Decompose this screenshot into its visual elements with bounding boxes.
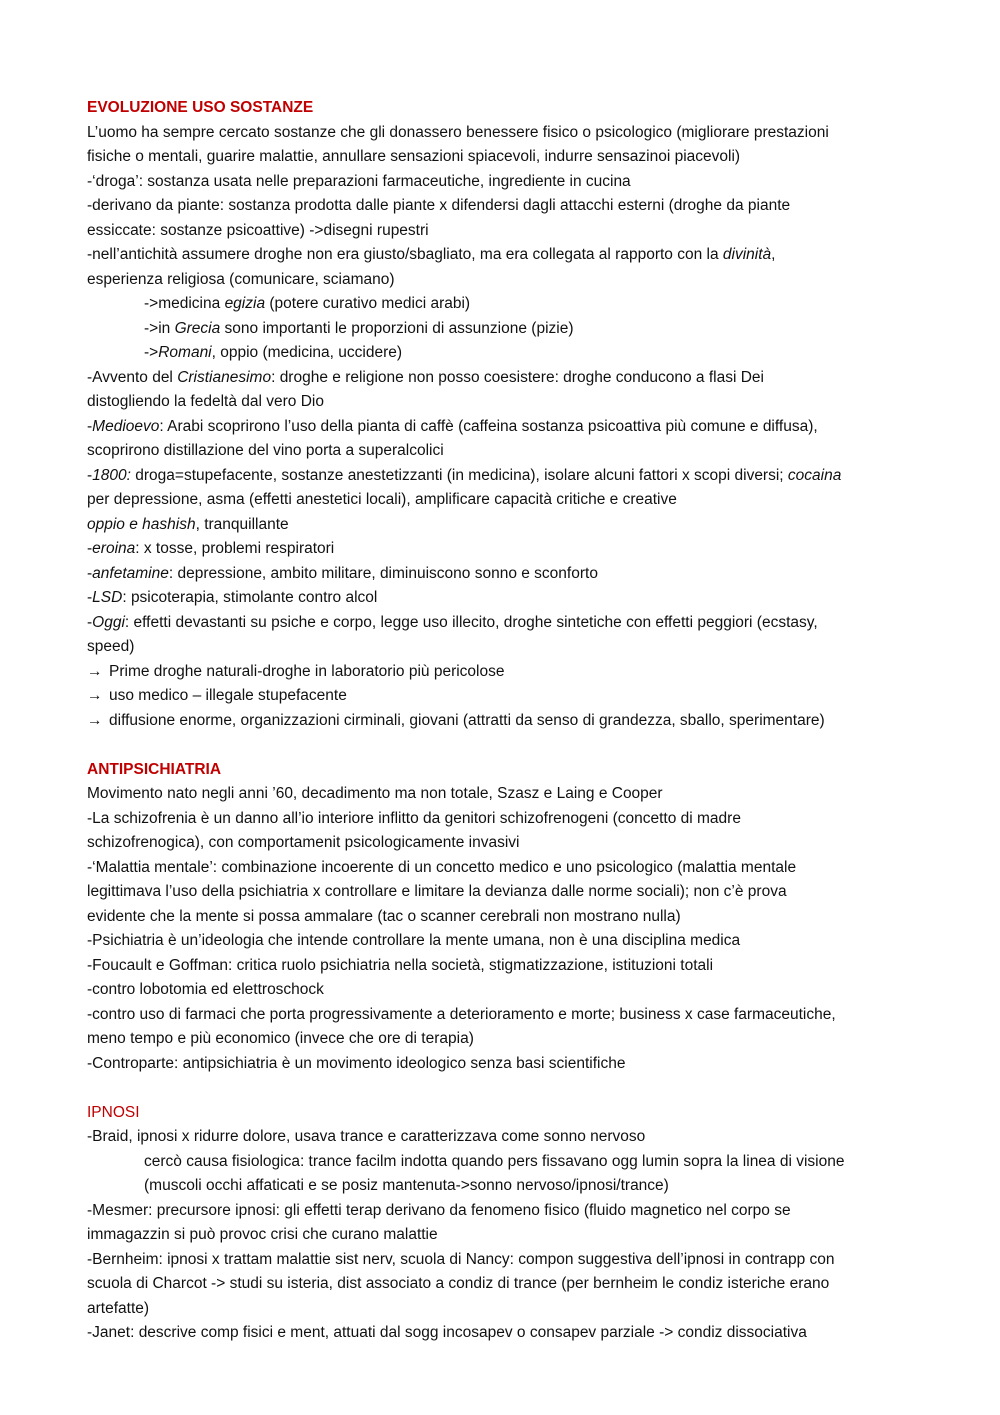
paragraph-gap	[87, 733, 917, 758]
arrow-bullet-line	[87, 684, 917, 709]
text-line: scoprirono distillazione del vino porta a superalcolici	[87, 442, 444, 459]
text-run: , oppio (medicina, uccidere)	[211, 344, 403, 361]
arrow-bullet-line	[87, 660, 917, 685]
text-line: fisiche o mentali, guarire malattie, annullare sensazioni spiacevoli, indurre sensazinoi piacevoli)	[87, 148, 741, 165]
text-line: per depressione, asma (effetti anestetici locali), amplificare capacità critiche e creative	[87, 491, 677, 508]
text-line: esperienza religiosa (comunicare, sciamano)	[87, 270, 395, 288]
text-run: uso medico – illegale stupefacente	[109, 687, 347, 704]
indented-line: cercò causa fisiologica: trance facilm indotta quando pers fissavano ogg lumin sopra la linea di visione	[144, 1152, 845, 1170]
text-line: -Foucault e Goffman: critica ruolo psichiatria nella società, stigmatizzazione, istituzioni totali	[87, 956, 714, 974]
section-title-evoluzione: EVOLUZIONE USO SOSTANZE	[87, 99, 314, 116]
text-line: essiccate: sostanze psicoattive) ->disegni rupestri	[87, 221, 429, 239]
section-title-ipnosi: IPNOSI	[87, 1103, 140, 1121]
text-line	[87, 464, 917, 489]
indented-line: (muscoli occhi affaticati e se posiz mantenuta->sonno nervoso/ipnosi/trance)	[144, 1177, 669, 1194]
italic-term: oppio e hashish	[87, 515, 196, 533]
text-line	[87, 366, 917, 391]
text-run: (potere curativo medici arabi)	[265, 295, 471, 312]
text-line: speed)	[87, 638, 135, 655]
text-line: -La schizofrenia è un danno all’io interiore inflitto da genitori schizofrenogeni (concetto di madre	[87, 809, 741, 827]
text-run: ->medicina	[144, 295, 225, 312]
text-line: -Braid, ipnosi x ridurre dolore, usava trance e caratterizzava come sonno nervoso	[87, 1128, 646, 1145]
arrow-right-icon: →	[87, 711, 103, 729]
italic-term: egizia	[224, 295, 266, 312]
text-run: ,	[771, 246, 776, 263]
italic-term: LSD	[92, 589, 123, 606]
text-line: scuola di Charcot -> studi su isteria, dist associato a condiz di trance (per bernheim le condiz isteriche erano	[87, 1275, 830, 1292]
text-run: -nell’antichità assumere droghe non era giusto/sbagliato, ma era collegata al rapporto con la	[87, 246, 723, 263]
text-line: -Psichiatria è un’ideologia che intende controllare la mente umana, non è una disciplina medica	[87, 932, 741, 949]
text-line	[87, 537, 917, 562]
paragraph-gap	[87, 1076, 917, 1101]
text-run: ->	[144, 344, 159, 361]
text-line: legittimava l’uso della psichiatria x controllare e limitare la devianza dalle norme sociali); non c’è prova	[87, 883, 787, 900]
text-run: , tranquillante	[195, 515, 289, 533]
text-run: : psicoterapia, stimolante contro alcol	[122, 589, 378, 606]
text-run: : x tosse, problemi respiratori	[135, 540, 335, 557]
text-run: : Arabi scoprirono l’uso della pianta di caffè (caffeina sostanza psicoattiva più comune e diffusa),	[159, 417, 818, 435]
italic-term: divinità	[722, 246, 772, 263]
italic-term: Medioevo	[92, 417, 160, 435]
text-line: -Bernheim: ipnosi x trattam malattie sist nerv, scuola di Nancy: compon suggestiva dell’ipnosi in contrapp con	[87, 1250, 835, 1268]
text-run: -	[87, 540, 93, 557]
text-run: Prime droghe naturali-droghe in laboratorio più pericolose	[109, 662, 505, 680]
text-line: -derivano da piante: sostanza prodotta dalle piante x difendersi dagli attacchi esterni (droghe da piante	[87, 197, 791, 214]
italic-term: Romani	[158, 344, 212, 361]
arrow-right-icon: →	[87, 687, 103, 704]
text-run: sono importanti le proporzioni di assunzione (pizie)	[220, 319, 574, 337]
text-line	[87, 611, 917, 636]
text-run: -	[87, 613, 93, 631]
italic-term: eroina	[92, 540, 136, 557]
italic-term: cocaina	[787, 466, 842, 484]
italic-term: Oggi	[92, 613, 125, 631]
italic-term: 1800:	[92, 466, 131, 484]
text-run: -	[87, 417, 93, 435]
text-line: artefatte)	[87, 1299, 150, 1317]
text-line: schizofrenogica), con comportamenit psicologicamente invasivi	[87, 834, 520, 851]
text-line: -‘droga’: sostanza usata nelle preparazioni farmaceutiche, ingrediente in cucina	[87, 172, 631, 190]
text-line: -Janet: descrive comp fisici e ment, attuati dal sogg incosapev o consapev parziale -> condiz dissociativa	[87, 1324, 807, 1341]
text-run: -	[87, 589, 93, 606]
text-line	[87, 243, 917, 268]
text-run: diffusione enorme, organizzazioni cirminali, giovani (attratti da senso di grandezza, sballo, sperimentare)	[109, 711, 825, 729]
text-line: -contro uso di farmaci che porta progressivamente a deterioramento e morte; business x case farmaceutiche,	[87, 1005, 836, 1023]
text-run: -	[87, 466, 93, 484]
text-run: droga=stupefacente, sostanze anestetizzanti (in medicina), isolare alcuni fattori x scopi diversi;	[130, 466, 788, 484]
text-run: : depressione, ambito militare, diminuiscono sonno e sconforto	[168, 564, 598, 582]
italic-term: Cristianesimo	[177, 368, 272, 386]
text-run: -Avvento del	[87, 368, 178, 386]
section-title-antipsichiatria: ANTIPSICHIATRIA	[87, 760, 222, 778]
text-line: immagazzin si può provoc crisi che curano malattie	[87, 1226, 438, 1243]
text-run: : effetti devastanti su psiche e corpo, legge uso illecito, droghe sintetiche con effetti peggiori (ecstasy,	[124, 613, 818, 631]
text-run: -	[87, 564, 93, 582]
text-line	[87, 562, 917, 587]
arrow-right-icon: →	[87, 662, 103, 680]
text-line	[87, 415, 917, 440]
indented-line	[87, 341, 917, 366]
text-line	[87, 586, 917, 611]
text-line: meno tempo e più economico (invece che ore di terapia)	[87, 1030, 474, 1047]
document-page	[87, 96, 917, 1346]
italic-term: anfetamine	[92, 564, 169, 582]
text-line: Movimento nato negli anni ’60, decadimento ma non totale, Szasz e Laing e Cooper	[87, 785, 663, 802]
text-run: ->in	[144, 319, 175, 337]
text-line: L’uomo ha sempre cercato sostanze che gli donassero benessere fisico o psicologico (migliorare prestazioni	[87, 123, 829, 141]
text-line	[87, 513, 917, 538]
text-run: : droghe e religione non posso coesistere: droghe conducono a flasi Dei	[271, 368, 764, 386]
indented-line	[87, 292, 917, 317]
text-line: distogliendo la fedeltà dal vero Dio	[87, 393, 324, 410]
indented-line	[87, 317, 917, 342]
arrow-bullet-line	[87, 709, 917, 734]
text-line: -contro lobotomia ed elettroschock	[87, 981, 324, 998]
text-line: -Controparte: antipsichiatria è un movimento ideologico senza basi scientifiche	[87, 1054, 626, 1072]
italic-term: Grecia	[174, 319, 221, 337]
text-line: evidente che la mente si possa ammalare (tac o scanner cerebrali non mostrano nulla)	[87, 907, 681, 925]
text-line: -Mesmer: precursore ipnosi: gli effetti terap derivano da fenomeno fisico (fluido magnetico nel corpo se	[87, 1201, 791, 1219]
text-line: -‘Malattia mentale’: combinazione incoerente di un concetto medico e uno psicologico (malattia mentale	[87, 858, 797, 876]
